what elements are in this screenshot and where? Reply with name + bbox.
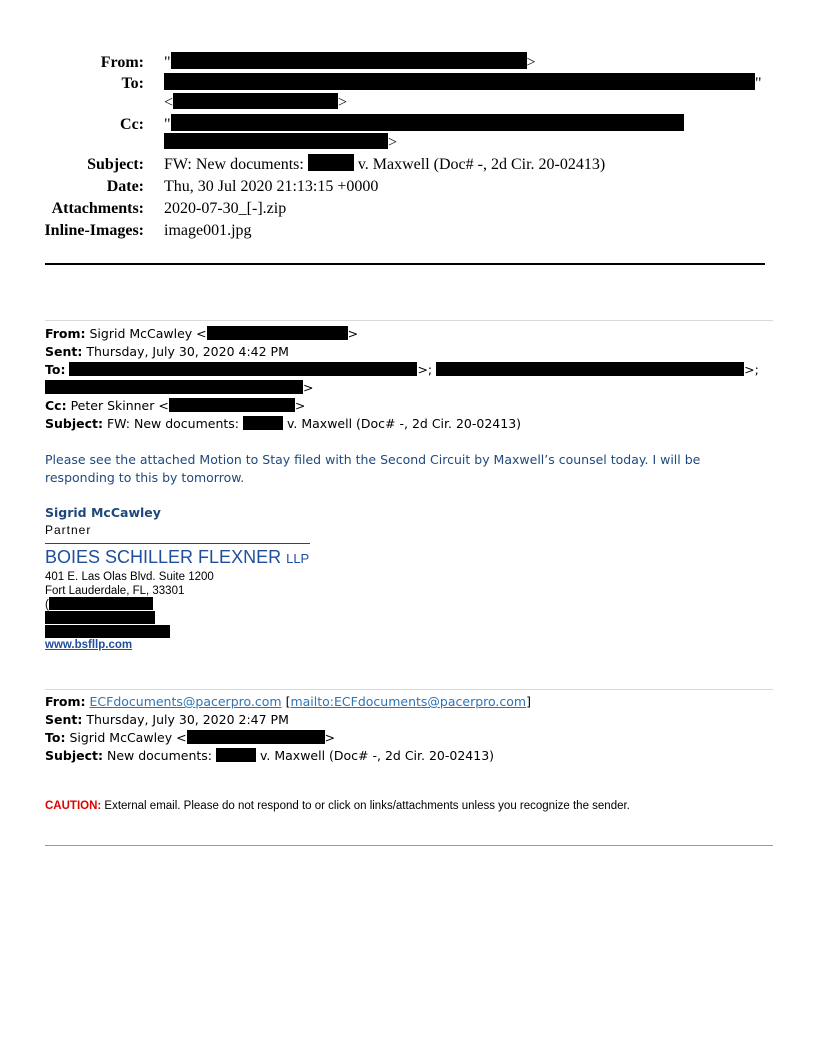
redaction-box (164, 73, 755, 90)
email1-subject-line: Subject: FW: New documents: v. Maxwell (Doc# -, 2d Cir. 20-02413) (45, 416, 522, 431)
email2-to-line: To: Sigrid McCawley < > (45, 730, 336, 745)
firm-logo: BOIES SCHILLER FLEXNER LLP (45, 547, 310, 567)
redaction-box (173, 93, 338, 109)
header-to-row (0, 73, 800, 95)
redaction-box (69, 362, 417, 376)
header-inline-images-label: Inline-Images: (44, 222, 144, 239)
header-subject-label: Subject: (87, 156, 144, 173)
header-attachments-value[interactable]: 2020-07-30_[-].zip (164, 200, 287, 217)
email1-divider (45, 320, 773, 321)
header-cc-row (0, 114, 800, 136)
redaction-box (45, 625, 170, 638)
header-attachments-row (0, 198, 800, 220)
email1-sent-line: Sent: Thursday, July 30, 2020 4:42 PM (45, 344, 289, 359)
signature-address-line2: Fort Lauderdale, FL, 33301 (45, 585, 185, 597)
signature-name: Sigrid McCawley (45, 505, 161, 520)
email2-sent-line: Sent: Thursday, July 30, 2020 2:47 PM (45, 712, 289, 727)
signature-divider (45, 543, 310, 544)
caution-label: CAUTION: (45, 800, 102, 812)
redaction-box (243, 416, 283, 430)
email1-body: Please see the attached Motion to Stay filed with the Second Circuit by Maxwell’s counsel today. I will be responding to this by tomorrow. (45, 452, 701, 485)
redaction-box (187, 730, 325, 744)
header-from-row (0, 52, 800, 74)
header-date-label: Date: (106, 178, 144, 195)
email2-from-line: From: ECFdocuments@pacerpro.com [mailto:ECFdocuments@pacerpro.com] (45, 694, 531, 709)
caution-banner (45, 800, 630, 812)
redaction-box (207, 326, 348, 340)
mailto-link[interactable]: mailto:ECFdocuments@pacerpro.com (290, 694, 527, 709)
redaction-box (45, 380, 303, 394)
header-cc-continuation: > (164, 133, 397, 153)
email2-divider (45, 689, 773, 690)
redaction-box (164, 133, 388, 149)
redaction-box (436, 362, 744, 376)
signature-title: Partner (45, 523, 92, 537)
header-date-row (0, 176, 800, 198)
header-subject-value: FW: New documents: v. Maxwell (Doc# -, 2d Cir. 20-02413) (164, 156, 606, 173)
header-date-value: Thu, 30 Jul 2020 21:13:15 +0000 (164, 178, 379, 195)
header-inline-images-value[interactable]: image001.jpg (164, 222, 252, 239)
website-link[interactable]: www.bsfllp.com (45, 639, 133, 651)
redaction-box (169, 398, 295, 412)
signature-phone: ( (45, 597, 153, 612)
caution-text: External email. Please do not respond to or click on links/attachments unless you recognize the sender. (104, 800, 630, 812)
email1-from-line: From: Sigrid McCawley < > (45, 326, 359, 341)
header-subject-row (0, 154, 800, 176)
email2-subject-line: Subject: New documents: v. Maxwell (Doc# -, 2d Cir. 20-02413) (45, 748, 495, 763)
header-attachments-label: Attachments: (51, 200, 144, 217)
header-from-label: From: (100, 54, 144, 71)
header-to-continuation: < > (164, 94, 348, 111)
from-email-link[interactable]: ECFdocuments@pacerpro.com (89, 694, 282, 709)
header-divider (45, 263, 765, 265)
redaction-box (216, 748, 256, 762)
signature-address-line1: 401 E. Las Olas Blvd. Suite 1200 (45, 571, 214, 583)
redaction-box (171, 114, 684, 131)
redaction-box (49, 597, 153, 610)
email1-to-line: To: >; >; (45, 362, 759, 377)
redaction-box (171, 52, 527, 69)
redaction-box (45, 611, 155, 624)
header-to-label: To: (121, 75, 144, 92)
email1-to-continuation: > (45, 379, 313, 397)
header-from-value: " > (164, 54, 536, 71)
header-inline-images-row (0, 220, 800, 242)
header-cc-value: " (164, 114, 684, 136)
header-to-value: " (164, 73, 762, 95)
header-cc-label: Cc: (120, 116, 144, 133)
redaction-box (308, 154, 354, 171)
footer-divider (45, 845, 773, 846)
email1-cc-line: Cc: Peter Skinner < > (45, 398, 306, 413)
